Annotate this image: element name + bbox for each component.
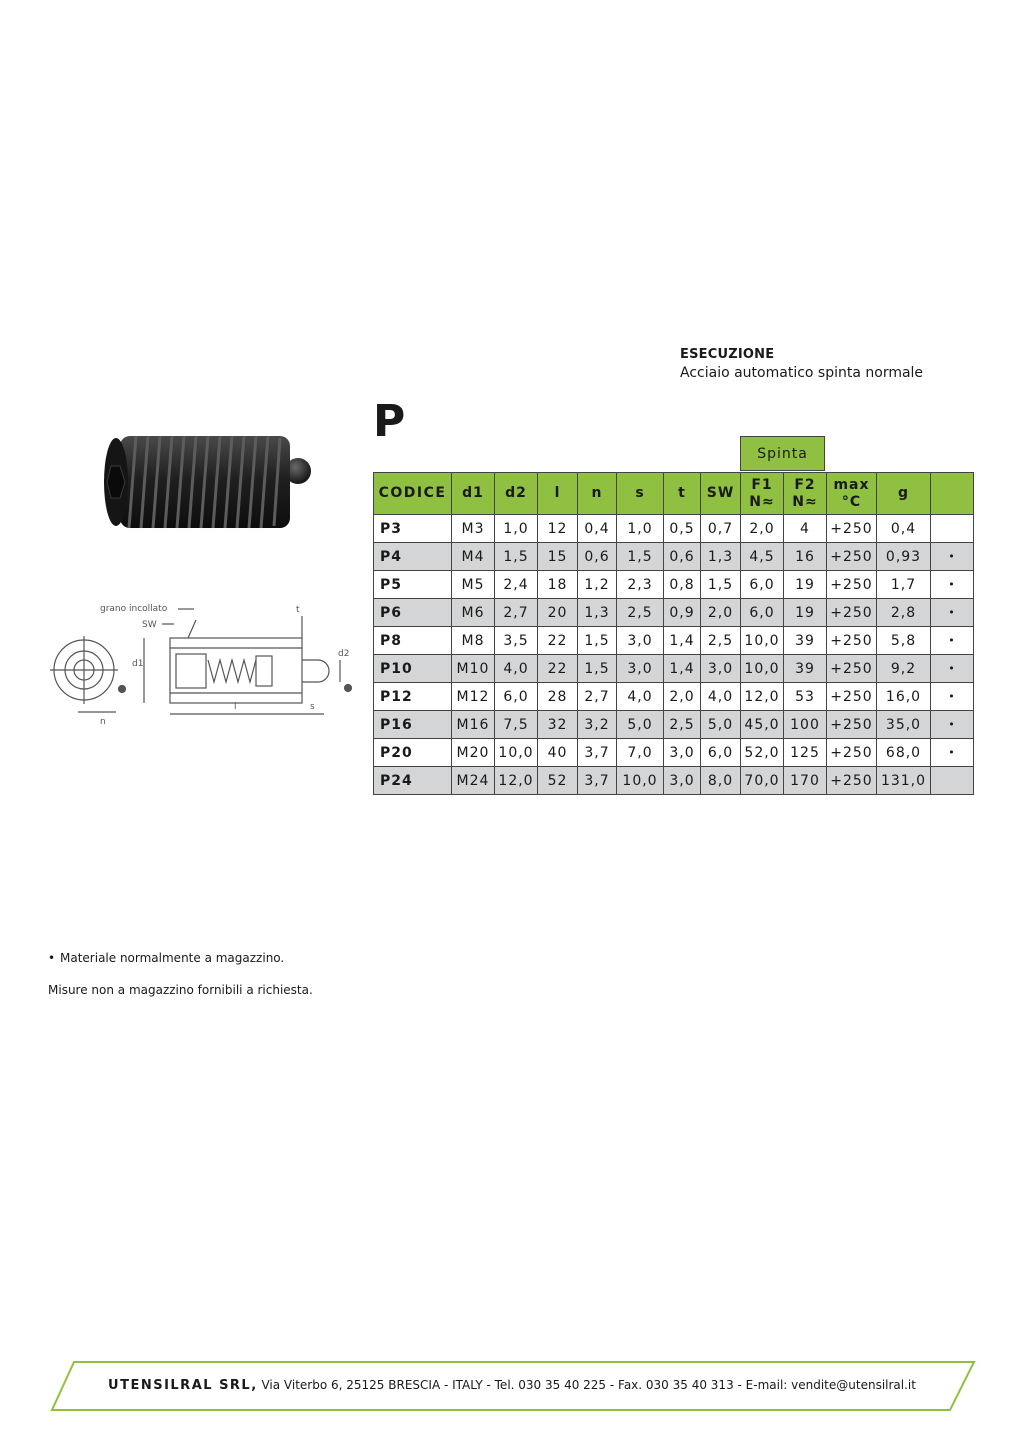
product-code-cell: P8 <box>374 627 452 655</box>
note-bullet: • <box>48 951 56 965</box>
table-row <box>374 543 974 571</box>
column-header-line1: SW <box>706 485 735 501</box>
table-cell: 1,0 <box>617 515 664 543</box>
column-header <box>664 473 701 515</box>
column-header-line1: d1 <box>462 485 484 501</box>
table-cell: 1,0 <box>495 515 538 543</box>
table-cell: M16 <box>452 711 495 739</box>
column-header <box>931 473 974 515</box>
table-cell: 0,9 <box>664 599 701 627</box>
table-cell: 16,0 <box>877 683 931 711</box>
table-cell: M10 <box>452 655 495 683</box>
table-cell: 1,3 <box>701 543 741 571</box>
table-cell: 0,93 <box>877 543 931 571</box>
product-code-cell: P6 <box>374 599 452 627</box>
column-header <box>784 473 827 515</box>
table-cell: 39 <box>784 655 827 683</box>
table-cell: 0,7 <box>701 515 741 543</box>
table-cell: 1,5 <box>578 655 617 683</box>
table-cell: 2,3 <box>617 571 664 599</box>
table-cell: 7,0 <box>617 739 664 767</box>
table-cell: M4 <box>452 543 495 571</box>
table-cell: 125 <box>784 739 827 767</box>
note-on-request: Misure non a magazzino fornibili a richiesta. <box>48 983 313 997</box>
table-row <box>374 571 974 599</box>
table-cell: M24 <box>452 767 495 795</box>
column-header <box>701 473 741 515</box>
column-header <box>452 473 495 515</box>
column-header-line2: N≈ <box>792 493 818 510</box>
table-cell: +250 <box>827 683 877 711</box>
product-code-cell: P3 <box>374 515 452 543</box>
table-cell: 52,0 <box>741 739 784 767</box>
table-cell: 9,2 <box>877 655 931 683</box>
column-header-line1: l <box>554 485 561 501</box>
footer-brand: UTENSILRAL SRL, <box>108 1378 258 1393</box>
table-cell: +250 <box>827 767 877 795</box>
table-cell: 6,0 <box>741 571 784 599</box>
stock-indicator-cell: • <box>931 627 974 655</box>
table-cell: 170 <box>784 767 827 795</box>
table-cell: M5 <box>452 571 495 599</box>
table-cell: 4,5 <box>741 543 784 571</box>
column-header <box>741 473 784 515</box>
table-cell: M8 <box>452 627 495 655</box>
label-s: s <box>310 702 315 712</box>
table-cell: 1,5 <box>578 627 617 655</box>
column-header-line1: n <box>591 485 603 501</box>
table-cell: 3,0 <box>617 627 664 655</box>
table-cell: 10,0 <box>741 627 784 655</box>
table-cell: 3,2 <box>578 711 617 739</box>
table-cell: 28 <box>538 683 578 711</box>
label-n: n <box>100 717 106 727</box>
column-header-line2: N≈ <box>749 493 775 510</box>
table-cell: 12 <box>538 515 578 543</box>
stock-indicator-cell: • <box>931 711 974 739</box>
table-cell: 20 <box>538 599 578 627</box>
table-cell: 2,0 <box>664 683 701 711</box>
table-cell: 2,5 <box>617 599 664 627</box>
product-letter: P <box>373 396 406 447</box>
table-cell: 0,6 <box>578 543 617 571</box>
product-code-cell: P4 <box>374 543 452 571</box>
column-header-line1: F2 <box>794 476 816 493</box>
table-cell: M12 <box>452 683 495 711</box>
label-sw: SW <box>142 620 157 630</box>
table-cell: 4,0 <box>617 683 664 711</box>
table-cell: 4,0 <box>495 655 538 683</box>
table-header-row <box>374 473 974 515</box>
table-cell: 100 <box>784 711 827 739</box>
execution-subheading: Acciaio automatico spinta normale <box>680 365 924 381</box>
stock-indicator-cell: • <box>931 739 974 767</box>
spinta-group-header: Spinta <box>740 436 825 471</box>
column-header-line1: max <box>833 476 870 493</box>
product-code-cell: P24 <box>374 767 452 795</box>
column-header-line1: CODICE <box>378 485 447 501</box>
table-cell: 3,0 <box>664 767 701 795</box>
table-cell: 53 <box>784 683 827 711</box>
column-header-line1: g <box>897 485 910 501</box>
table-row <box>374 711 974 739</box>
table-cell: 12,0 <box>741 683 784 711</box>
table-cell: 1,4 <box>664 655 701 683</box>
table-cell: 3,0 <box>701 655 741 683</box>
table-cell: 10,0 <box>495 739 538 767</box>
column-header <box>495 473 538 515</box>
column-header <box>877 473 931 515</box>
table-cell: 1,5 <box>617 543 664 571</box>
column-header-line2: °C <box>841 493 862 510</box>
product-code-cell: P20 <box>374 739 452 767</box>
table-cell: 0,4 <box>578 515 617 543</box>
label-d2: d2 <box>338 649 350 659</box>
table-cell: +250 <box>827 571 877 599</box>
table-cell: 22 <box>538 627 578 655</box>
table-cell: 5,8 <box>877 627 931 655</box>
table-row <box>374 627 974 655</box>
specs-table <box>373 472 974 795</box>
column-header <box>578 473 617 515</box>
table-cell: 45,0 <box>741 711 784 739</box>
column-header-line1: d2 <box>505 485 527 501</box>
table-cell: 4,0 <box>701 683 741 711</box>
table-cell: +250 <box>827 739 877 767</box>
table-cell: 1,7 <box>877 571 931 599</box>
table-cell: 1,5 <box>701 571 741 599</box>
table-cell: +250 <box>827 711 877 739</box>
table-cell: 0,4 <box>877 515 931 543</box>
column-header <box>827 473 877 515</box>
execution-heading: ESECUZIONE <box>680 347 775 362</box>
table-row <box>374 739 974 767</box>
table-cell: 52 <box>538 767 578 795</box>
table-cell: +250 <box>827 627 877 655</box>
table-cell: 15 <box>538 543 578 571</box>
table-cell: +250 <box>827 515 877 543</box>
stock-indicator-cell: • <box>931 599 974 627</box>
table-cell: 6,0 <box>741 599 784 627</box>
table-cell: +250 <box>827 599 877 627</box>
table-cell: +250 <box>827 543 877 571</box>
label-l: l <box>234 702 237 712</box>
label-grano: grano incollato <box>100 604 168 614</box>
column-header-line1: F1 <box>751 476 773 493</box>
table-cell: 131,0 <box>877 767 931 795</box>
stock-indicator-cell: • <box>931 655 974 683</box>
table-cell: 6,0 <box>701 739 741 767</box>
table-cell: 3,0 <box>617 655 664 683</box>
table-cell: 0,8 <box>664 571 701 599</box>
table-row <box>374 599 974 627</box>
execution-block <box>680 345 923 383</box>
table-cell: 3,5 <box>495 627 538 655</box>
table-cell: 18 <box>538 571 578 599</box>
table-cell: 70,0 <box>741 767 784 795</box>
table-cell: 5,0 <box>701 711 741 739</box>
table-cell: 40 <box>538 739 578 767</box>
stock-indicator-cell <box>931 515 974 543</box>
table-cell: 1,4 <box>664 627 701 655</box>
technical-drawing <box>48 596 360 734</box>
table-cell: 16 <box>784 543 827 571</box>
product-code-cell: P10 <box>374 655 452 683</box>
table-cell: 2,8 <box>877 599 931 627</box>
table-cell: 2,7 <box>578 683 617 711</box>
footer <box>0 1378 1024 1393</box>
table-cell: 0,5 <box>664 515 701 543</box>
table-cell: 2,5 <box>664 711 701 739</box>
stock-indicator-cell: • <box>931 543 974 571</box>
table-cell: 1,2 <box>578 571 617 599</box>
table-cell: 4 <box>784 515 827 543</box>
product-code-cell: P5 <box>374 571 452 599</box>
table-cell: 8,0 <box>701 767 741 795</box>
column-header-line1: t <box>678 485 686 501</box>
stock-indicator-cell: • <box>931 683 974 711</box>
table-cell: 39 <box>784 627 827 655</box>
product-code-cell: P16 <box>374 711 452 739</box>
table-cell: M20 <box>452 739 495 767</box>
footer-address: Via Viterbo 6, 25125 BRESCIA - ITALY - Tel. 030 35 40 225 - Fax. 030 35 40 313 - E-mail: vendite@utensilral.it <box>257 1378 916 1392</box>
table-cell: 35,0 <box>877 711 931 739</box>
table-row <box>374 655 974 683</box>
table-cell: 12,0 <box>495 767 538 795</box>
table-cell: 19 <box>784 599 827 627</box>
note-stock <box>48 951 284 965</box>
product-code-cell: P12 <box>374 683 452 711</box>
column-header <box>617 473 664 515</box>
table-cell: M3 <box>452 515 495 543</box>
label-d1: d1 <box>132 659 144 669</box>
table-cell: 32 <box>538 711 578 739</box>
column-header <box>374 473 452 515</box>
column-header <box>538 473 578 515</box>
table-cell: 68,0 <box>877 739 931 767</box>
stock-indicator-cell <box>931 767 974 795</box>
table-cell: 6,0 <box>495 683 538 711</box>
table-cell: 2,4 <box>495 571 538 599</box>
table-row <box>374 515 974 543</box>
table-cell: 10,0 <box>741 655 784 683</box>
table-cell: 19 <box>784 571 827 599</box>
table-row <box>374 767 974 795</box>
product-photo <box>98 430 320 535</box>
table-cell: 3,7 <box>578 767 617 795</box>
table-cell: 3,7 <box>578 739 617 767</box>
column-header-line1: s <box>635 485 645 501</box>
table-cell: 1,5 <box>495 543 538 571</box>
table-cell: +250 <box>827 655 877 683</box>
table-cell: 2,0 <box>701 599 741 627</box>
table-cell: 2,7 <box>495 599 538 627</box>
table-cell: 0,6 <box>664 543 701 571</box>
table-cell: 7,5 <box>495 711 538 739</box>
stock-indicator-cell: • <box>931 571 974 599</box>
table-cell: M6 <box>452 599 495 627</box>
table-cell: 2,0 <box>741 515 784 543</box>
label-t: t <box>296 605 300 615</box>
table-row <box>374 683 974 711</box>
note-stock-text: Materiale normalmente a magazzino. <box>60 951 285 965</box>
table-cell: 1,3 <box>578 599 617 627</box>
table-cell: 2,5 <box>701 627 741 655</box>
table-cell: 10,0 <box>617 767 664 795</box>
table-cell: 5,0 <box>617 711 664 739</box>
table-cell: 22 <box>538 655 578 683</box>
table-cell: 3,0 <box>664 739 701 767</box>
